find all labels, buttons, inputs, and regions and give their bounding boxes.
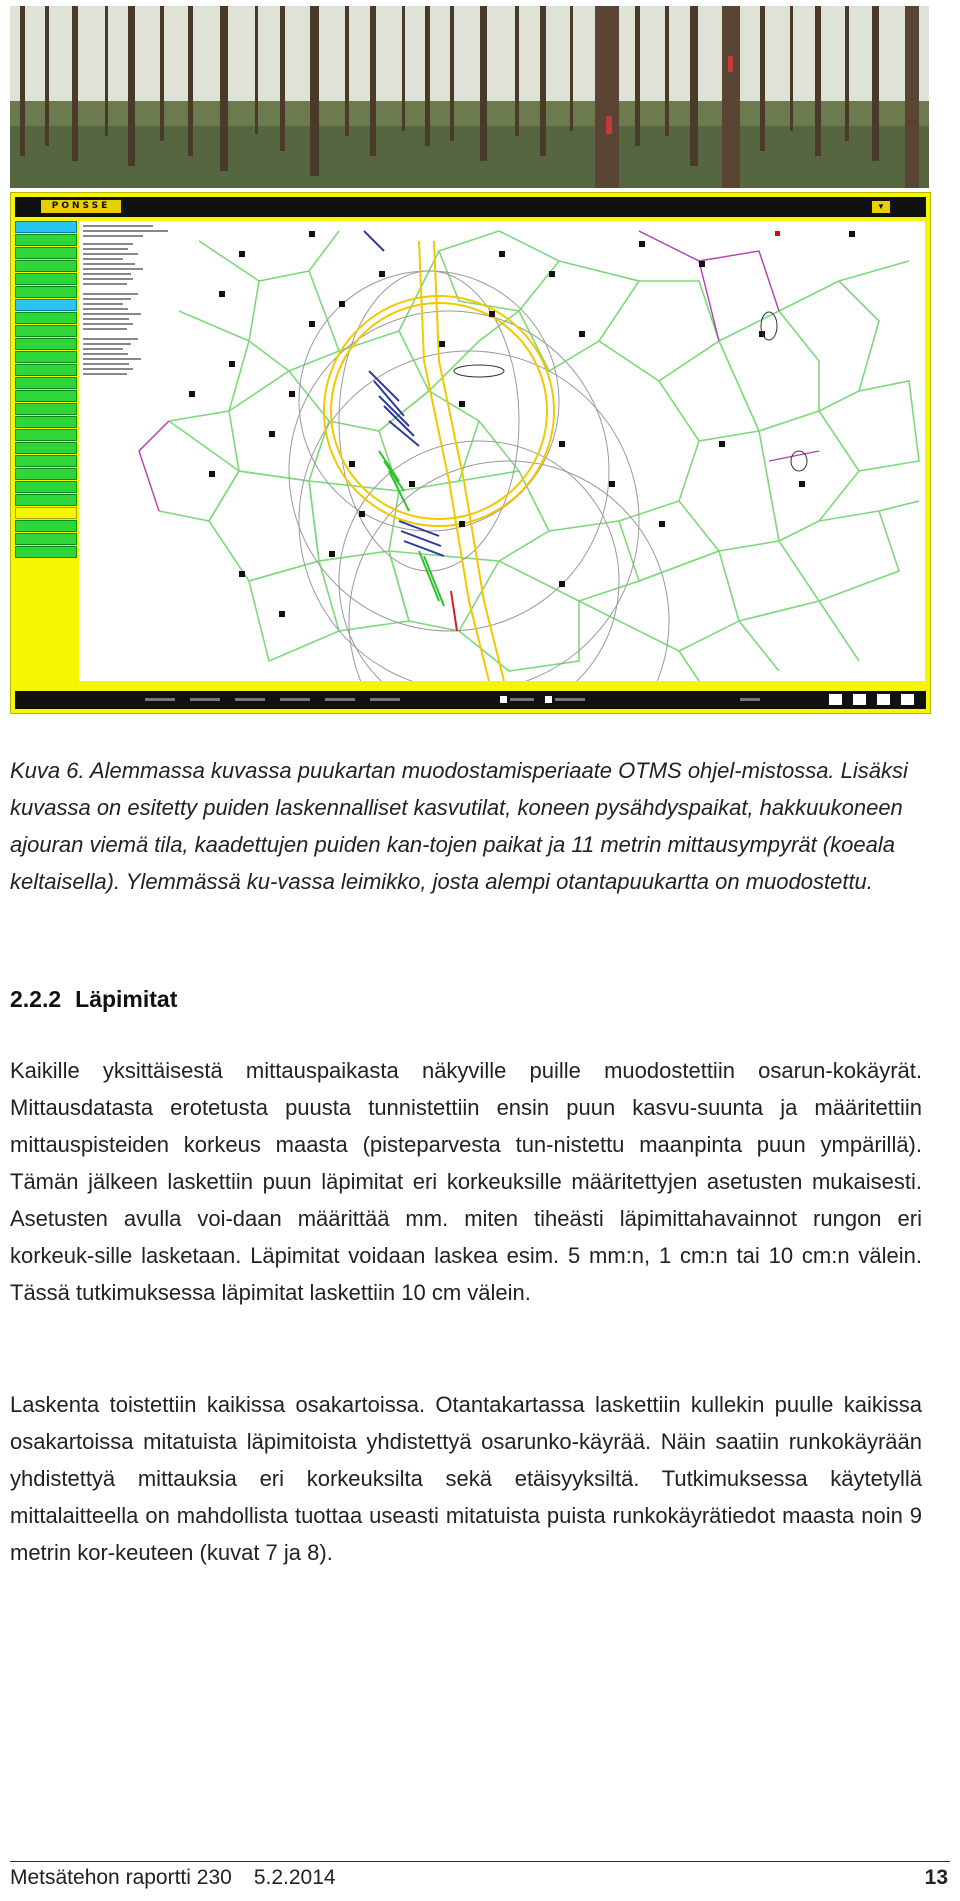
sidebar-button[interactable] (15, 468, 77, 480)
sidebar-button[interactable] (15, 546, 77, 558)
sidebar-button[interactable] (15, 312, 77, 324)
close-icon[interactable] (901, 694, 914, 705)
red-dot (775, 231, 780, 236)
footer-divider (10, 1861, 950, 1862)
sidebar-button[interactable] (15, 260, 77, 272)
status-bar-items (15, 691, 926, 709)
tree-map-canvas[interactable] (79, 221, 925, 681)
sidebar-menu (15, 221, 77, 559)
status-bar (15, 691, 926, 709)
paragraph-1: Kaikille yksittäisestä mittauspaikasta näkyville puille muodostettiin osarun-kokäyrät. Mittausdatasta erotetusta puusta tunnistettiin ensin puun kasvu-suunta ja määritettiin mittauspisteiden korkeus maasta (pisteparvesta tun-nistettu maanpinta puun ympärillä). Tämän jälkeen laskettiin puun läpimitat eri korkeuksille määritettyjen asetusten mukaisesti. Asetusten avulla voi-daan määrittää mm. miten tiheästi läpimittahavainnot rungon eri korkeuk-sille lasketaan. Läpimitat voidaan laskea esim. 5 mm:n, 1 cm:n tai 10 cm:n välein. Tässä tutkimuksessa läpimitat laskettiin 10 cm välein. (10, 1058, 922, 1305)
sidebar-button[interactable] (15, 325, 77, 337)
otms-app-window (10, 192, 931, 714)
window-icon[interactable] (877, 694, 890, 705)
sidebar-button[interactable] (15, 416, 77, 428)
ponsse-logo: PONSSE (41, 200, 121, 213)
chevron-down-icon[interactable]: ▼ (872, 201, 890, 213)
voronoi-tree-map (79, 221, 925, 681)
sidebar-button[interactable] (15, 286, 77, 298)
footer-left (10, 1866, 336, 1890)
forest-trunks (10, 6, 929, 188)
sidebar-button[interactable] (15, 520, 77, 532)
sidebar-button[interactable] (15, 390, 77, 402)
sidebar-button[interactable] (15, 377, 77, 389)
play-icon[interactable] (829, 694, 842, 705)
sidebar-button[interactable] (15, 455, 77, 467)
expand-icon[interactable] (853, 694, 866, 705)
section-number: 2.2.2 (10, 986, 62, 1012)
report-name: Metsätehon raportti 230 (10, 1866, 232, 1889)
sidebar-button[interactable] (15, 364, 77, 376)
report-date: 5.2.2014 (253, 1866, 336, 1889)
section-title: Läpimitat (75, 986, 178, 1012)
sidebar-button[interactable] (15, 494, 77, 506)
sidebar-button[interactable] (15, 247, 77, 259)
app-title-bar (15, 197, 926, 217)
sidebar-button[interactable] (15, 507, 77, 519)
sidebar-button[interactable] (15, 481, 77, 493)
sidebar-button[interactable] (15, 273, 77, 285)
sidebar-button[interactable] (15, 442, 77, 454)
sidebar-button[interactable] (15, 338, 77, 350)
sidebar-button[interactable] (15, 429, 77, 441)
sidebar-button[interactable] (15, 221, 77, 233)
page-number: 13 (924, 1866, 948, 1889)
sidebar-button[interactable] (15, 299, 77, 311)
sidebar-button[interactable] (15, 403, 77, 415)
paragraph-2: Laskenta toistettiin kaikissa osakartoissa. Otantakartassa laskettiin kullekin puulle kaikissa osakartoissa mitatuista läpimitoista yhdistettyä osarunko-käyrää. Näin saatiin runkokäyrään yhdistettyä mittauksia eri korkeuksilta sekä etäisyyksiltä. Tutkimuksessa käytetyllä mittalaitteella on mahdollista tuottaa useasti mitatuista puista runkokäyrätiedot maasta noin 9 metrin kor-keuteen (kuvat 7 ja 8). (10, 1392, 922, 1565)
sidebar-button[interactable] (15, 533, 77, 545)
figure-caption: Kuva 6. Alemmassa kuvassa puukartan muodostamisperiaate OTMS ohjel-mistossa. Lisäksi kuvassa on esitetty puiden laskennalliset kasvutilat, koneen pysähdyspaikat, hakkuukoneen ajouran viemä tila, kaadettujen puiden kan-tojen paikat ja 11 metrin mittausympyrät (koeala keltaisella). Ylemmässä ku-vassa leimikko, josta alempi otantapuukartta on muodostettu. (10, 758, 908, 894)
forest-photo (10, 6, 929, 188)
sidebar-button[interactable] (15, 351, 77, 363)
section-heading (10, 986, 177, 1013)
sidebar-button[interactable] (15, 234, 77, 246)
